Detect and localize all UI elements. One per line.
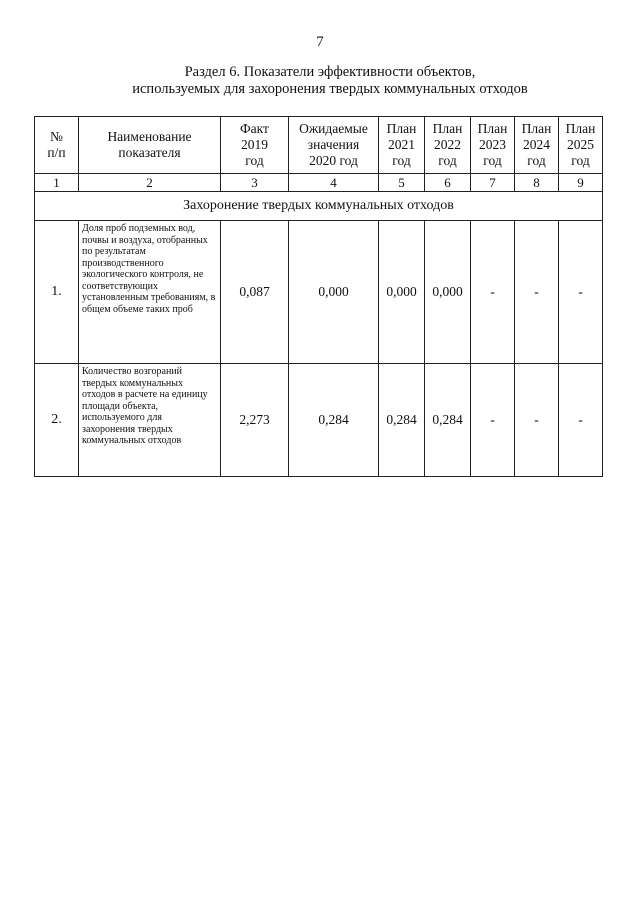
column-number: 1 — [35, 174, 79, 192]
column-number: 3 — [221, 174, 289, 192]
header-plan-2021: План 2021 год — [379, 117, 425, 174]
section-title-line-1: Раздел 6. Показатели эффективности объектов, — [184, 64, 476, 80]
column-number: 5 — [379, 174, 425, 192]
column-number: 4 — [289, 174, 379, 192]
value-fact-2019: 0,087 — [221, 221, 289, 364]
value-plan-2025: - — [559, 364, 603, 477]
column-number-row — [35, 174, 603, 192]
header-fact-2019: Факт 2019 год — [221, 117, 289, 174]
section-row — [35, 192, 603, 221]
value-plan-2025: - — [559, 221, 603, 364]
value-fact-2019: 2,273 — [221, 364, 289, 477]
header-name: Наименование показателя — [79, 117, 221, 174]
value-plan-2024: - — [515, 364, 559, 477]
column-number: 6 — [425, 174, 471, 192]
indicator-name: Количество возгораний твердых коммунальных отходов в расчете на единицу площади объекта, используемого для захоронения твердых коммунальных отходов — [79, 364, 221, 477]
value-plan-2021: 0,284 — [379, 364, 425, 477]
column-number: 8 — [515, 174, 559, 192]
column-number: 2 — [79, 174, 221, 192]
section-title — [60, 64, 600, 98]
header-plan-2022: План 2022 год — [425, 117, 471, 174]
value-plan-2023: - — [471, 364, 515, 477]
header-plan-2024: План 2024 год — [515, 117, 559, 174]
value-expected-2020: 0,284 — [289, 364, 379, 477]
column-number: 9 — [559, 174, 603, 192]
page-number: 7 — [316, 34, 324, 50]
header-expected-2020: Ожидаемые значения 2020 год — [289, 117, 379, 174]
value-plan-2024: - — [515, 221, 559, 364]
indicators-table — [34, 116, 603, 477]
value-plan-2022: 0,000 — [425, 221, 471, 364]
row-number: 2. — [35, 364, 79, 477]
table-row — [35, 364, 603, 477]
header-plan-2023: План 2023 год — [471, 117, 515, 174]
header-row — [35, 117, 603, 174]
column-number: 7 — [471, 174, 515, 192]
row-number: 1. — [35, 221, 79, 364]
value-expected-2020: 0,000 — [289, 221, 379, 364]
value-plan-2021: 0,000 — [379, 221, 425, 364]
section-heading: Захоронение твердых коммунальных отходов — [35, 192, 603, 221]
value-plan-2022: 0,284 — [425, 364, 471, 477]
header-plan-2025: План 2025 год — [559, 117, 603, 174]
value-plan-2023: - — [471, 221, 515, 364]
table-row — [35, 221, 603, 364]
header-num: № п/п — [35, 117, 79, 174]
indicator-name: Доля проб подземных вод, почвы и воздуха, отобранных по результатам производственного экологического контроля, не соответствующих установленным требованиям, в общем объеме таких проб — [79, 221, 221, 364]
section-title-line-2: используемых для захоронения твердых коммунальных отходов — [132, 81, 528, 97]
